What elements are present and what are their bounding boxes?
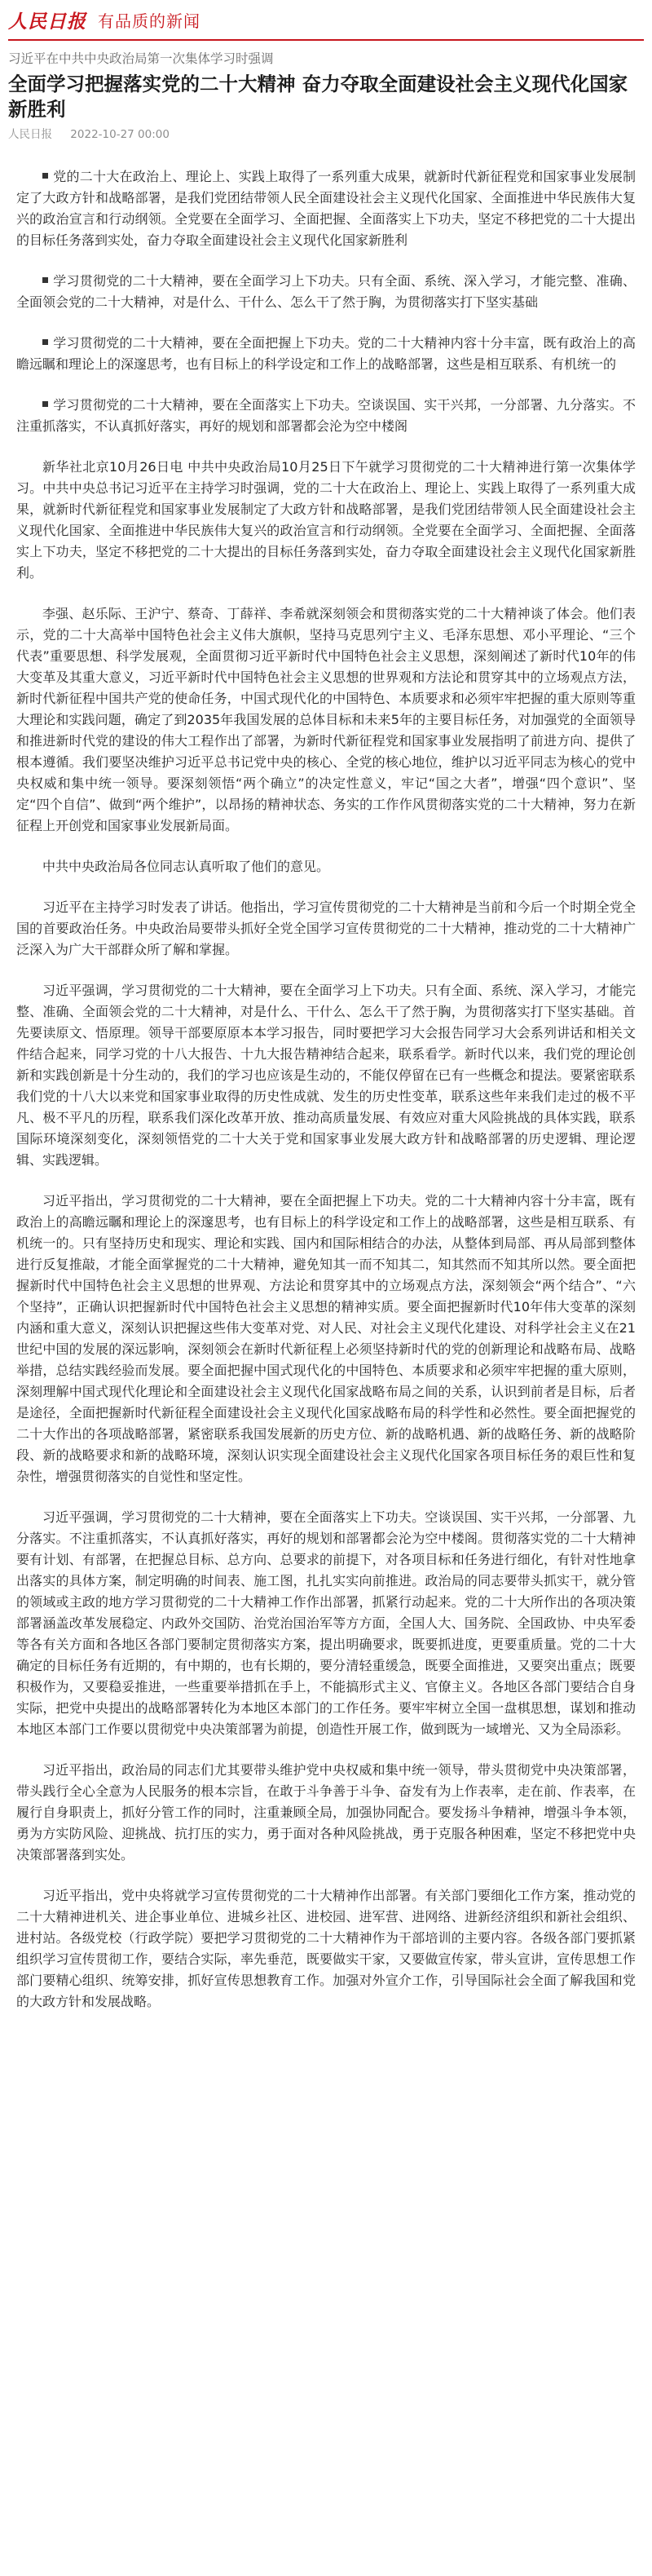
body-paragraph: 习近平强调，学习贯彻党的二十大精神，要在全面学习上下功夫。只有全面、系统、深入学习，才能完整、准确、全面领会党的二十大精神，对是什么、干什么、怎么干了然于胸，为贯彻落实打下坚实基础。首先要读原文、悟原理。领导干部要原原本本学习报告，同时要把学习大会报告同学习大会系列讲话和相关文件结合起来，同学习党的十八大报告、十九大报告精神结合起来，联系看学。新时代以来，我们党的理论创新和实践创新是十分生动的，我们的学习也应该是生动的，不能仅停留在已有一些概念和提法。要紧密联系我们党的十八大以来党和国家事业取得的历史性成就、发生的历史性变革，联系这些年来我们走过的极不平凡、极不平凡的历程，联系我们深化改革开放、推动高质量发展、有效应对重大风险挑战的具体实践，联系国际环境深刻变化，深刻领悟党的二十大关于党和国家事业发展大政方针和战略部署的历史逻辑、理论逻辑、实践逻辑。 [16, 983, 636, 1168]
summary-paragraph: 学习贯彻党的二十大精神，要在全面学习上下功夫。只有全面、系统、深入学习，才能完整、准确、全面领会党的二十大精神，对是什么、干什么、怎么干了然于胸，为贯彻落实打下坚实基础 [16, 273, 636, 310]
body-paragraph: 习近平在主持学习时发表了讲话。他指出，学习宣传贯彻党的二十大精神是当前和今后一个时期全党全国的首要政治任务。中央政治局要带头抓好全党全国学习宣传贯彻党的二十大精神，推动党的二十大精神广泛深入为广大干部群众所了解和掌握。 [16, 899, 636, 957]
body-paragraph: 习近平指出，党中央将就学习宣传贯彻党的二十大精神作出部署。有关部门要细化工作方案，推动党的二十大精神进机关、进企事业单位、进城乡社区、进校园、进军营、进网络、进新经济组织和新社会组织、进村站。各级党校（行政学院）要把学习贯彻党的二十大精神作为干部培训的主要内容。各级各部门要抓紧组织学习宣传贯彻工作，要结合实际，率先垂范，既要做实干家，又要做宣传家，带头宣讲，宣传思想工作部门要精心组织、统筹安排，抓好宣传思想教育工作。加强对外宣介工作，引导国际社会全面了解我国和党的大政方针和发展战略。 [16, 1888, 636, 2009]
summary-paragraph: 党的二十大在政治上、理论上、实践上取得了一系列重大成果，就新时代新征程党和国家事业发展制定了大政方针和战略部署，是我们党团结带领人民全面建设社会主义现代化国家、全面推进中华民族伟大复兴的政治宣言和行动纲领。全党要在全面学习、全面把握、全面落实上下功夫，坚定不移把党的二十大提出的目标任务落到实处，奋力夺取全面建设社会主义现代化国家新胜利 [16, 169, 636, 248]
article-source: 人民日报 [8, 128, 52, 141]
summary-paragraph: 学习贯彻党的二十大精神，要在全面落实上下功夫。空谈误国、实干兴邦，一分部署、九分落实。不注重抓落实，不认真抓好落实，再好的规划和部署都会沦为空中楼阁 [16, 397, 636, 434]
body-paragraph: 习近平指出，学习贯彻党的二十大精神，要在全面把握上下功夫。党的二十大精神内容十分丰富，既有政治上的高瞻远瞩和理论上的深邃思考，也有目标上的科学设定和工作上的战略部署，这些是相互联系、有机统一的。只有坚持历史和现实、理论和实践、国内和国际相结合的办法，从整体到局部、再从局部到整体进行反复推敲，才能全面掌握党的二十大精神，避免知其一而不知其二，知其然而不知其所以然。要全面把握新时代中国特色社会主义思想的世界观、方法论和贯穿其中的立场观点方法，深刻领会“两个结合”、“六个坚持”，正确认识把握新时代中国特色社会主义思想的精神实质。要全面把握新时代10年伟大变革的深刻内涵和重大意义，深刻认识把握这些伟大变革对党、对人民、对社会主义现代化建设、对科学社会主义在21世纪中国的发展的深远影响，深刻领会在新时代新征程上必须坚持新时代的党的创新理论和战略布局、战略举措，总结实践经验而发展。要全面把握中国式现代化的中国特色、本质要求和必须牢牢把握的重大原则，深刻理解中国式现代化理论和全面建设社会主义现代化国家战略布局之间的关系，认识到前者是目标，后者是途径，全面把握新时代新征程全面建设社会主义现代化国家战略布局的科学性和必然性。要全面把握党的二十大作出的各项战略部署，紧密联系我国发展新的历史方位、新的战略机遇、新的战略任务、新的战略阶段、新的战略要求和新的战略环境，深刻认识实现全面建设社会主义现代化国家各项目标任务的艰巨性和复杂性，增强贯彻落实的自觉性和坚定性。 [16, 1193, 636, 1484]
square-bullet-icon [42, 401, 48, 407]
brand-slogan: 有品质的新闻 [98, 11, 200, 31]
article-meta [8, 126, 644, 144]
square-bullet-icon [42, 339, 48, 345]
body-paragraph: 李强、赵乐际、王沪宁、蔡奇、丁薛祥、李希就深刻领会和贯彻落实党的二十大精神谈了体会。他们表示，党的二十大高举中国特色社会主义伟大旗帜，坚持马克思列宁主义、毛泽东思想、邓小平理论、“三个代表”重要思想、科学发展观，全面贯彻习近平新时代中国特色社会主义思想，深刻阐述了新时代10年的伟大变革及其重大意义，习近平新时代中国特色社会主义思想的世界观和方法论和贯穿其中的立场观点方法，新时代新征程中国共产党的使命任务，中国式现代化的中国特色、本质要求和必须牢牢把握的重大原则等重大理论和实践问题，确定了到2035年我国发展的总体目标和未来5年的主要目标任务，对加强党的全面领导和推进新时代党的建设的伟大工程作出了部署，为新时代新征程党和国家事业发展指明了前进方向、提供了根本遵循。我们要坚决维护习近平总书记党中央的核心、全党的核心地位，维护以习近平同志为核心的党中央权威和集中统一领导。要深刻领悟“两个确立”的决定性意义，牢记“国之大者”，增强“四个意识”、坚定“四个自信”、做到“两个维护”，以昂扬的精神状态、务实的工作作风贯彻落实党的二十大精神，努力在新征程上开创党和国家事业发展新局面。 [16, 606, 636, 833]
article-subtitle: 习近平在中共中央政治局第一次集体学习时强调 [8, 51, 274, 66]
summary-paragraph: 学习贯彻党的二十大精神，要在全面把握上下功夫。党的二十大精神内容十分丰富，既有政治上的高瞻远瞩和理论上的深邃思考，也有目标上的科学设定和工作上的战略部署，这些是相互联系、有机统一的 [16, 335, 636, 372]
square-bullet-icon [42, 173, 48, 179]
brand-logo[interactable]: 人民日报 [8, 10, 86, 33]
article-date: 2022-10-27 00:00 [70, 128, 170, 141]
article-header [0, 41, 652, 144]
top-bar [0, 0, 652, 39]
square-bullet-icon [42, 277, 48, 283]
body-paragraph: 中共中央政治局各位同志认真听取了他们的意见。 [42, 859, 330, 874]
article-body [0, 144, 652, 2057]
body-paragraph: 习近平强调，学习贯彻党的二十大精神，要在全面落实上下功夫。空谈误国、实干兴邦，一分部署、九分落实。不注重抓落实，不认真抓好落实，再好的规划和部署都会沦为空中楼阁。贯彻落实党的二十大精神要有计划、有部署，在把握总目标、总方向、总要求的前提下，对各项目标和任务进行细化，有针对性地拿出落实的具体方案，制定明确的时间表、施工图，扎扎实实向前推进。政治局的同志要带头抓实干，就分管的领域或主政的地方学习贯彻党的二十大精神工作作出部署，抓紧行动起来。党的二十大所作出的各项决策部署涵盖改革发展稳定、内政外交国防、治党治国治军等方方面，全国人大、国务院、全国政协、中央军委等各有关方面和各地区各部门要制定贯彻落实方案，提出明确要求，既要抓进度，更要重质量。党的二十大确定的目标任务有近期的，有中期的，也有长期的，要分清轻重缓急，既要全面推进，又要突出重点；既要积极作为，又要稳妥推进，一些重要举措抓在手上，不能搞形式主义、官僚主义。各地区各部门要结合自身实际，把党中央提出的战略部署转化为本地区本部门的工作任务。要牢牢树立全国一盘棋思想，谋划和推动本地区本部门工作要以贯彻党中央决策部署为前提，创造性开展工作，做到既为一域增光、又为全局添彩。 [16, 1509, 636, 1737]
body-paragraph: 新华社北京10月26日电 中共中央政治局10月25日下午就学习贯彻党的二十大精神进行第一次集体学习。中共中央总书记习近平在主持学习时强调，党的二十大在政治上、理论上、实践上取得了一系列重大成果，就新时代新征程党和国家事业发展制定了大政方针和战略部署，是我们党团结带领人民全面建设社会主义现代化国家、全面推进中华民族伟大复兴的政治宣言和行动纲领。全党要在全面学习、全面把握、全面落实上下功夫，坚定不移把党的二十大提出的目标任务落到实处，奋力夺取全面建设社会主义现代化国家新胜利。 [16, 459, 636, 581]
body-paragraph: 习近平指出，政治局的同志们尤其要带头维护党中央权威和集中统一领导，带头贯彻党中央决策部署，带头践行全心全意为人民服务的根本宗旨，在敢于斗争善于斗争、奋发有为上作表率，走在前、作表率，在履行自身职责上，抓好分管工作的同时，注重兼顾全局，加强协同配合。要发扬斗争精神，增强斗争本领，勇为方实防风险、迎挑战、抗打压的实力，勇于面对各种风险挑战，勇于克服各种困难，坚定不移把党中央决策部署落到实处。 [16, 1762, 636, 1862]
article-headline: 全面学习把握落实党的二十大精神 奋力夺取全面建设社会主义现代化国家新胜利 [8, 73, 628, 121]
